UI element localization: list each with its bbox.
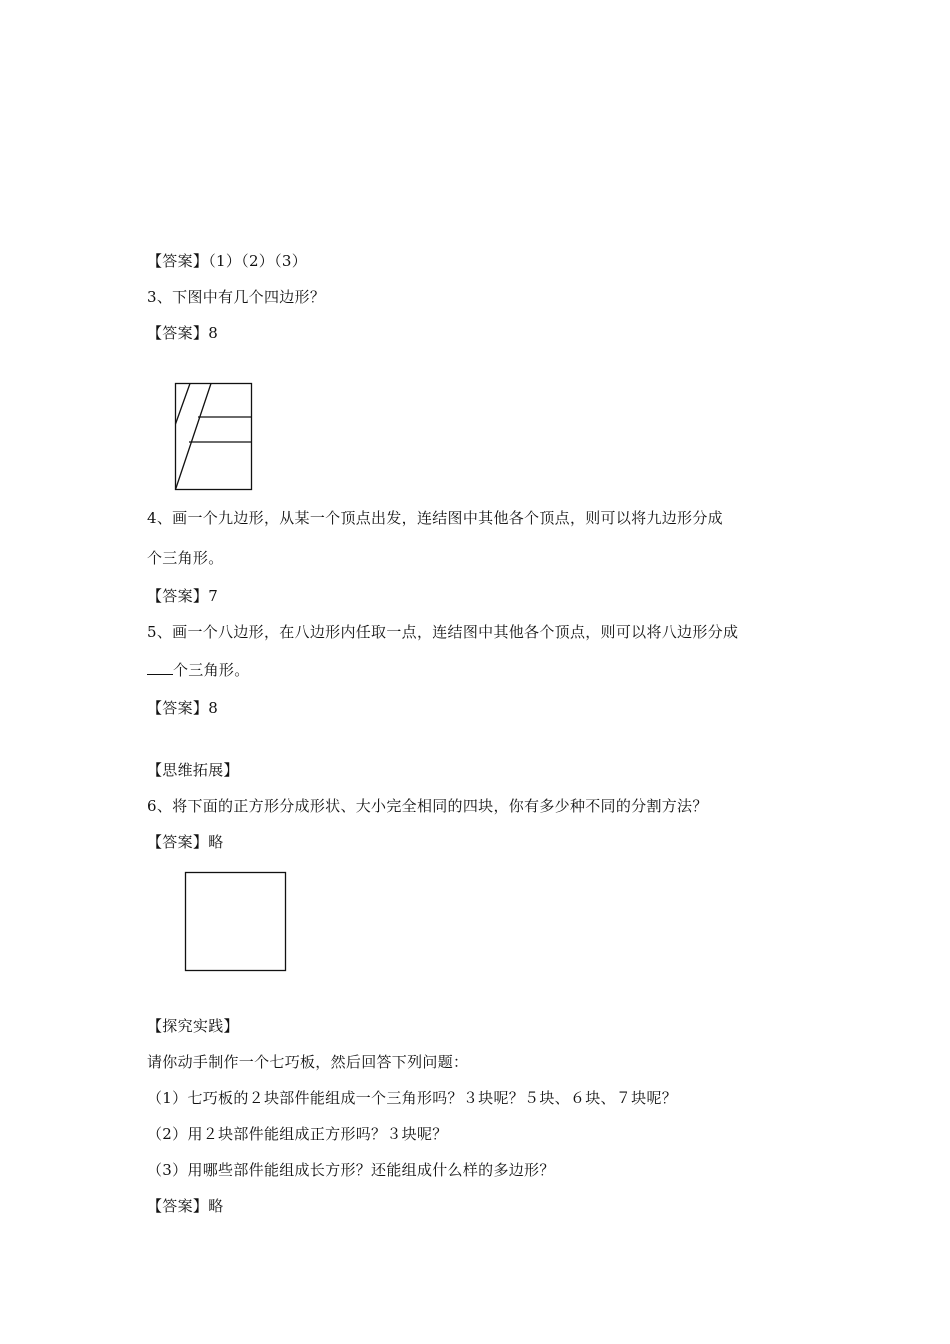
practice-intro: 请你动手制作一个七巧板，然后回答下列问题： — [147, 1053, 469, 1071]
practice-question-2: （2）用２块部件能组成正方形吗？３块呢？ — [147, 1125, 448, 1143]
answer-line-q6: 【答案】略 — [147, 833, 224, 851]
section-heading-practice: 【探究实践】 — [147, 1017, 239, 1035]
answer-line-practice: 【答案】略 — [147, 1197, 224, 1215]
question-5-continued-text: 个三角形。 — [173, 661, 250, 679]
practice-question-3: （3）用哪些部件能组成长方形？还能组成什么样的多边形？ — [147, 1161, 555, 1179]
quadrilateral-figure — [174, 382, 254, 492]
question-3: 3、下图中有几个四边形？ — [147, 288, 326, 306]
answer-blank — [147, 660, 173, 675]
answer-line-q4: 【答案】7 — [147, 587, 219, 605]
answer-line-q3: 【答案】8 — [147, 324, 219, 342]
question-5-continued — [147, 660, 250, 680]
practice-question-1: （1）七巧板的２块部件能组成一个三角形吗？３块呢？５块、６块、７块呢？ — [147, 1089, 678, 1107]
square-figure — [184, 871, 288, 973]
question-6: 6、将下面的正方形分成形状、大小完全相同的四块，你有多少种不同的分割方法？ — [147, 797, 708, 815]
section-heading-extension: 【思维拓展】 — [147, 761, 239, 779]
answer-line-q2: 【答案】（1）（2）（3） — [147, 252, 308, 270]
answer-line-q5: 【答案】8 — [147, 699, 219, 717]
question-4-continued: 个三角形。 — [147, 549, 224, 567]
question-5: 5、画一个八边形，在八边形内任取一点，连结图中其他各个顶点，则可以将八边形分成 — [147, 623, 739, 641]
question-4: 4、画一个九边形，从某一个顶点出发，连结图中其他各个顶点，则可以将九边形分成 — [147, 509, 723, 527]
